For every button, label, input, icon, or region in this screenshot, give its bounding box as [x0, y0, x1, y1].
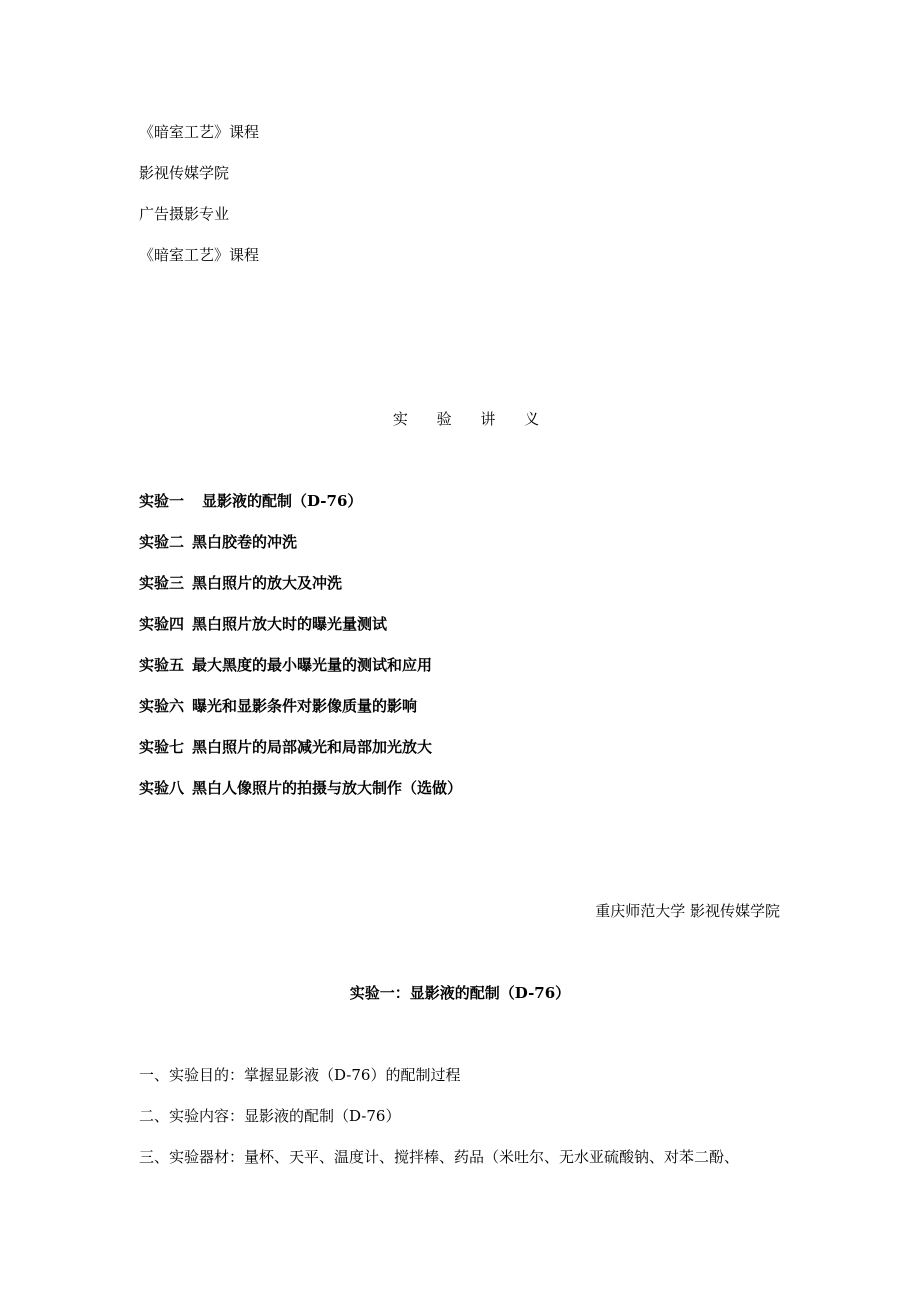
toc-item-text: 黑白照片放大时的曝光量测试 — [192, 615, 388, 633]
toc-item-number: 实验四 — [139, 615, 185, 633]
document-title: 实 验 讲 义 — [392, 410, 552, 428]
header-line-major: 广告摄影专业 — [139, 205, 230, 223]
toc-item-text: 黑白人像照片的拍摄与放大制作（选做） — [192, 779, 463, 797]
body-line-equipment: 三、实验器材：量杯、天平、温度计、搅拌棒、药品（米吐尔、无水亚硫酸钠、对苯二酚、 — [139, 1148, 740, 1166]
affiliation: 重庆师范大学 影视传媒学院 — [595, 902, 780, 920]
body-line-content: 二、实验内容：显影液的配制（D-76） — [139, 1107, 401, 1125]
body-line-purpose: 一、实验目的：掌握显影液（D-76）的配制过程 — [139, 1066, 461, 1084]
toc-item-6 — [139, 696, 417, 716]
toc-item-number: 实验三 — [139, 574, 185, 592]
toc-item-number: 实验六 — [139, 697, 185, 715]
toc-item-number: 实验二 — [139, 533, 185, 551]
section-title: 实验一：显影液的配制（D-76） — [349, 984, 571, 1002]
toc-item-number: 实验一 — [139, 492, 185, 510]
toc-item-3 — [139, 573, 342, 593]
toc-item-number: 实验七 — [139, 738, 185, 756]
toc-item-8 — [139, 778, 462, 798]
toc-item-4 — [139, 614, 387, 634]
toc-item-text: 最大黑度的最小曝光量的测试和应用 — [192, 656, 433, 674]
header-line-course-repeat: 《暗室工艺》课程 — [139, 246, 260, 264]
toc-item-text: 黑白照片的局部减光和局部加光放大 — [192, 738, 433, 756]
toc-item-number: 实验五 — [139, 656, 185, 674]
header-line-course: 《暗室工艺》课程 — [139, 123, 260, 141]
toc-item-5 — [139, 655, 432, 675]
toc-item-text: 显影液的配制（D-76） — [202, 492, 363, 510]
toc-item-text: 黑白胶卷的冲洗 — [192, 533, 298, 551]
toc-item-7 — [139, 737, 432, 757]
header-line-college: 影视传媒学院 — [139, 164, 230, 182]
toc-item-text: 曝光和显影条件对影像质量的影响 — [192, 697, 418, 715]
toc-item-1 — [139, 491, 362, 511]
toc-item-number: 实验八 — [139, 779, 185, 797]
toc-item-text: 黑白照片的放大及冲洗 — [192, 574, 343, 592]
toc-item-2 — [139, 532, 297, 552]
